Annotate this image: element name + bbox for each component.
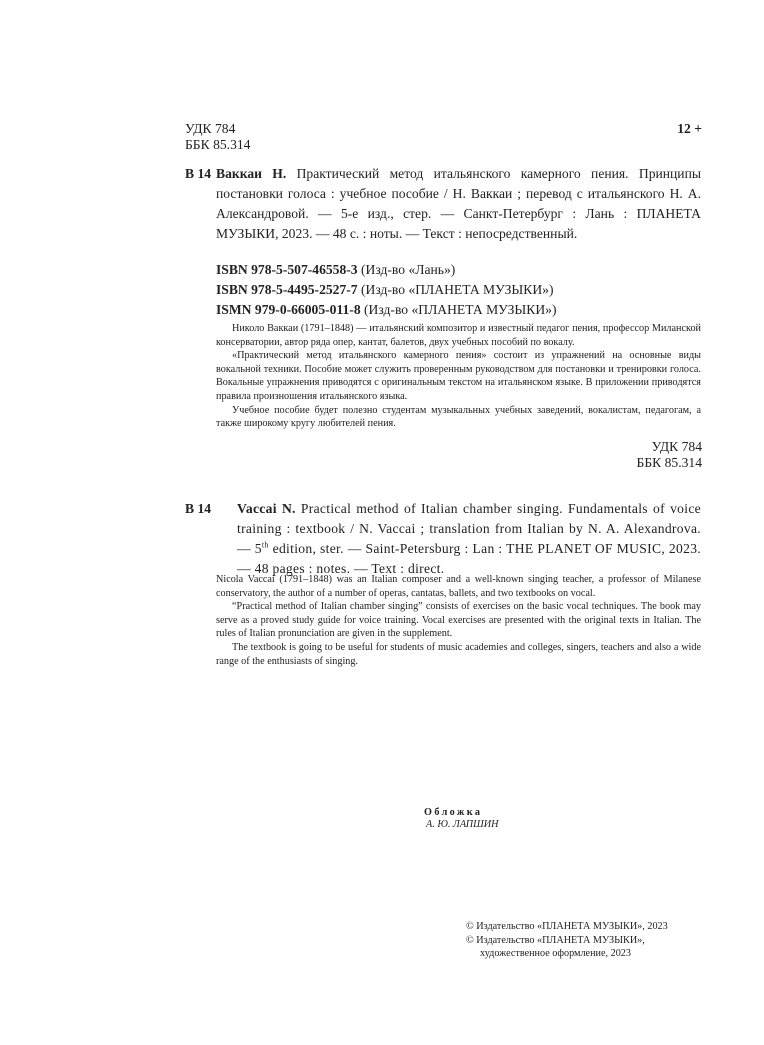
bbk-code: ББК 85.314	[185, 137, 251, 152]
ismn-number: ISMN 979-0-66005-011-8	[216, 302, 361, 317]
en-annotation	[216, 573, 701, 668]
ru-record-description: Практический метод итальянского камерного пения. Принципы постановки голоса : учебное пособие / Н. Ваккаи ; перевод с итальянского Н. А. Александровой. — 5-е изд., стер. — Санкт-Петербург : Лань : ПЛАНЕТА МУЗЫКИ, 2023. — 48 с. : ноты. — Текст : непосредственный.	[216, 166, 701, 241]
ru-annotation-paragraph: «Практический метод итальянского камерного пения» состоит из упражнений на основные виды вокальной техники. Пособие может служить проверенным руководством для постановки и тренировки голоса. Вокальные упражнения приводятся с оригинальным текстом на итальянском языке. В приложении приводятся правила произношения итальянского языка.	[216, 350, 701, 402]
copyright-block	[466, 920, 668, 961]
ismn-publisher: (Изд-во «ПЛАНЕТА МУЗЫКИ»)	[364, 302, 557, 317]
ru-annotation-paragraph: Николо Ваккаи (1791–1848) — итальянский композитор и известный педагог пения, профессор Миланской консерватории, автор ряда опер, кантат, балетов, двух учебных пособий по вокалу.	[216, 323, 701, 348]
en-annotation-paragraph: Nicola Vaccai (1791–1848) was an Italian composer and a well-known singing teacher, a professor of Milanese conservatory, the author of a number of operas, cantatas, ballets, and two textbooks on vocal.	[216, 574, 701, 599]
edition-superscript: th	[261, 540, 269, 550]
ru-record-code: В 14	[185, 166, 212, 181]
en-annotation-paragraph: “Practical method of Italian chamber singing” consists of exercises on the basic vocal techniques. The book may serve as a proved study guide for voice training. Vocal exercises are presented with the original texts in Italian. The rules of Italian pronunciation are given in the supplement.	[216, 601, 701, 640]
udk-code-repeat: УДК 784	[651, 439, 702, 454]
udk-code: УДК 784	[185, 121, 236, 136]
bbk-code-repeat: ББК 85.314	[636, 455, 702, 470]
isbn-number: ISBN 978-5-4495-2527-7	[216, 282, 358, 297]
isbn-publisher: (Изд-во «Лань»)	[361, 262, 456, 277]
copyright-line: © Издательство «ПЛАНЕТА МУЗЫКИ», 2023	[466, 921, 668, 932]
cover-artist: А. Ю. ЛАПШИН	[426, 819, 499, 830]
en-record-description-cont: edition, ster. — Saint-Petersburg : Lan : THE PLANET OF MUSIC, 2023. — 48 pages : notes. — Text : direct.	[237, 541, 701, 576]
isbn-list	[216, 260, 556, 320]
ru-annotation-paragraph: Учебное пособие будет полезно студентам музыкальных учебных заведений, вокалистам, педагогам, а также широкому кругу любителей пения.	[216, 404, 701, 430]
en-record-description: Practical method of Italian chamber singing. Fundamentals of voice training : textbook / N. Vaccai ; translation from Italian by N. A. Alexandrova. — 5	[237, 501, 702, 556]
ru-annotation	[216, 322, 701, 431]
ru-record-text	[216, 164, 701, 244]
copyright-line: художественное оформление, 2023	[480, 948, 631, 960]
en-record-author: Vaccai N.	[237, 501, 296, 516]
isbn-publisher: (Изд-во «ПЛАНЕТА МУЗЫКИ»)	[361, 282, 554, 297]
en-record-code: В 14	[185, 501, 212, 516]
en-annotation-paragraph: The textbook is going to be useful for students of music academies and colleges, singers, teachers and also a wide range of the enthusiasts of singing.	[216, 641, 701, 667]
isbn-line	[216, 280, 556, 300]
ismn-line	[216, 300, 556, 320]
cover-label: Обложка	[424, 807, 483, 818]
isbn-line	[216, 260, 556, 280]
isbn-number: ISBN 978-5-507-46558-3	[216, 262, 358, 277]
ru-record-author: Ваккаи Н.	[216, 166, 287, 181]
en-record-text	[237, 499, 701, 579]
copyright-line: © Издательство «ПЛАНЕТА МУЗЫКИ»,	[466, 934, 645, 946]
age-rating: 12 +	[677, 121, 702, 136]
